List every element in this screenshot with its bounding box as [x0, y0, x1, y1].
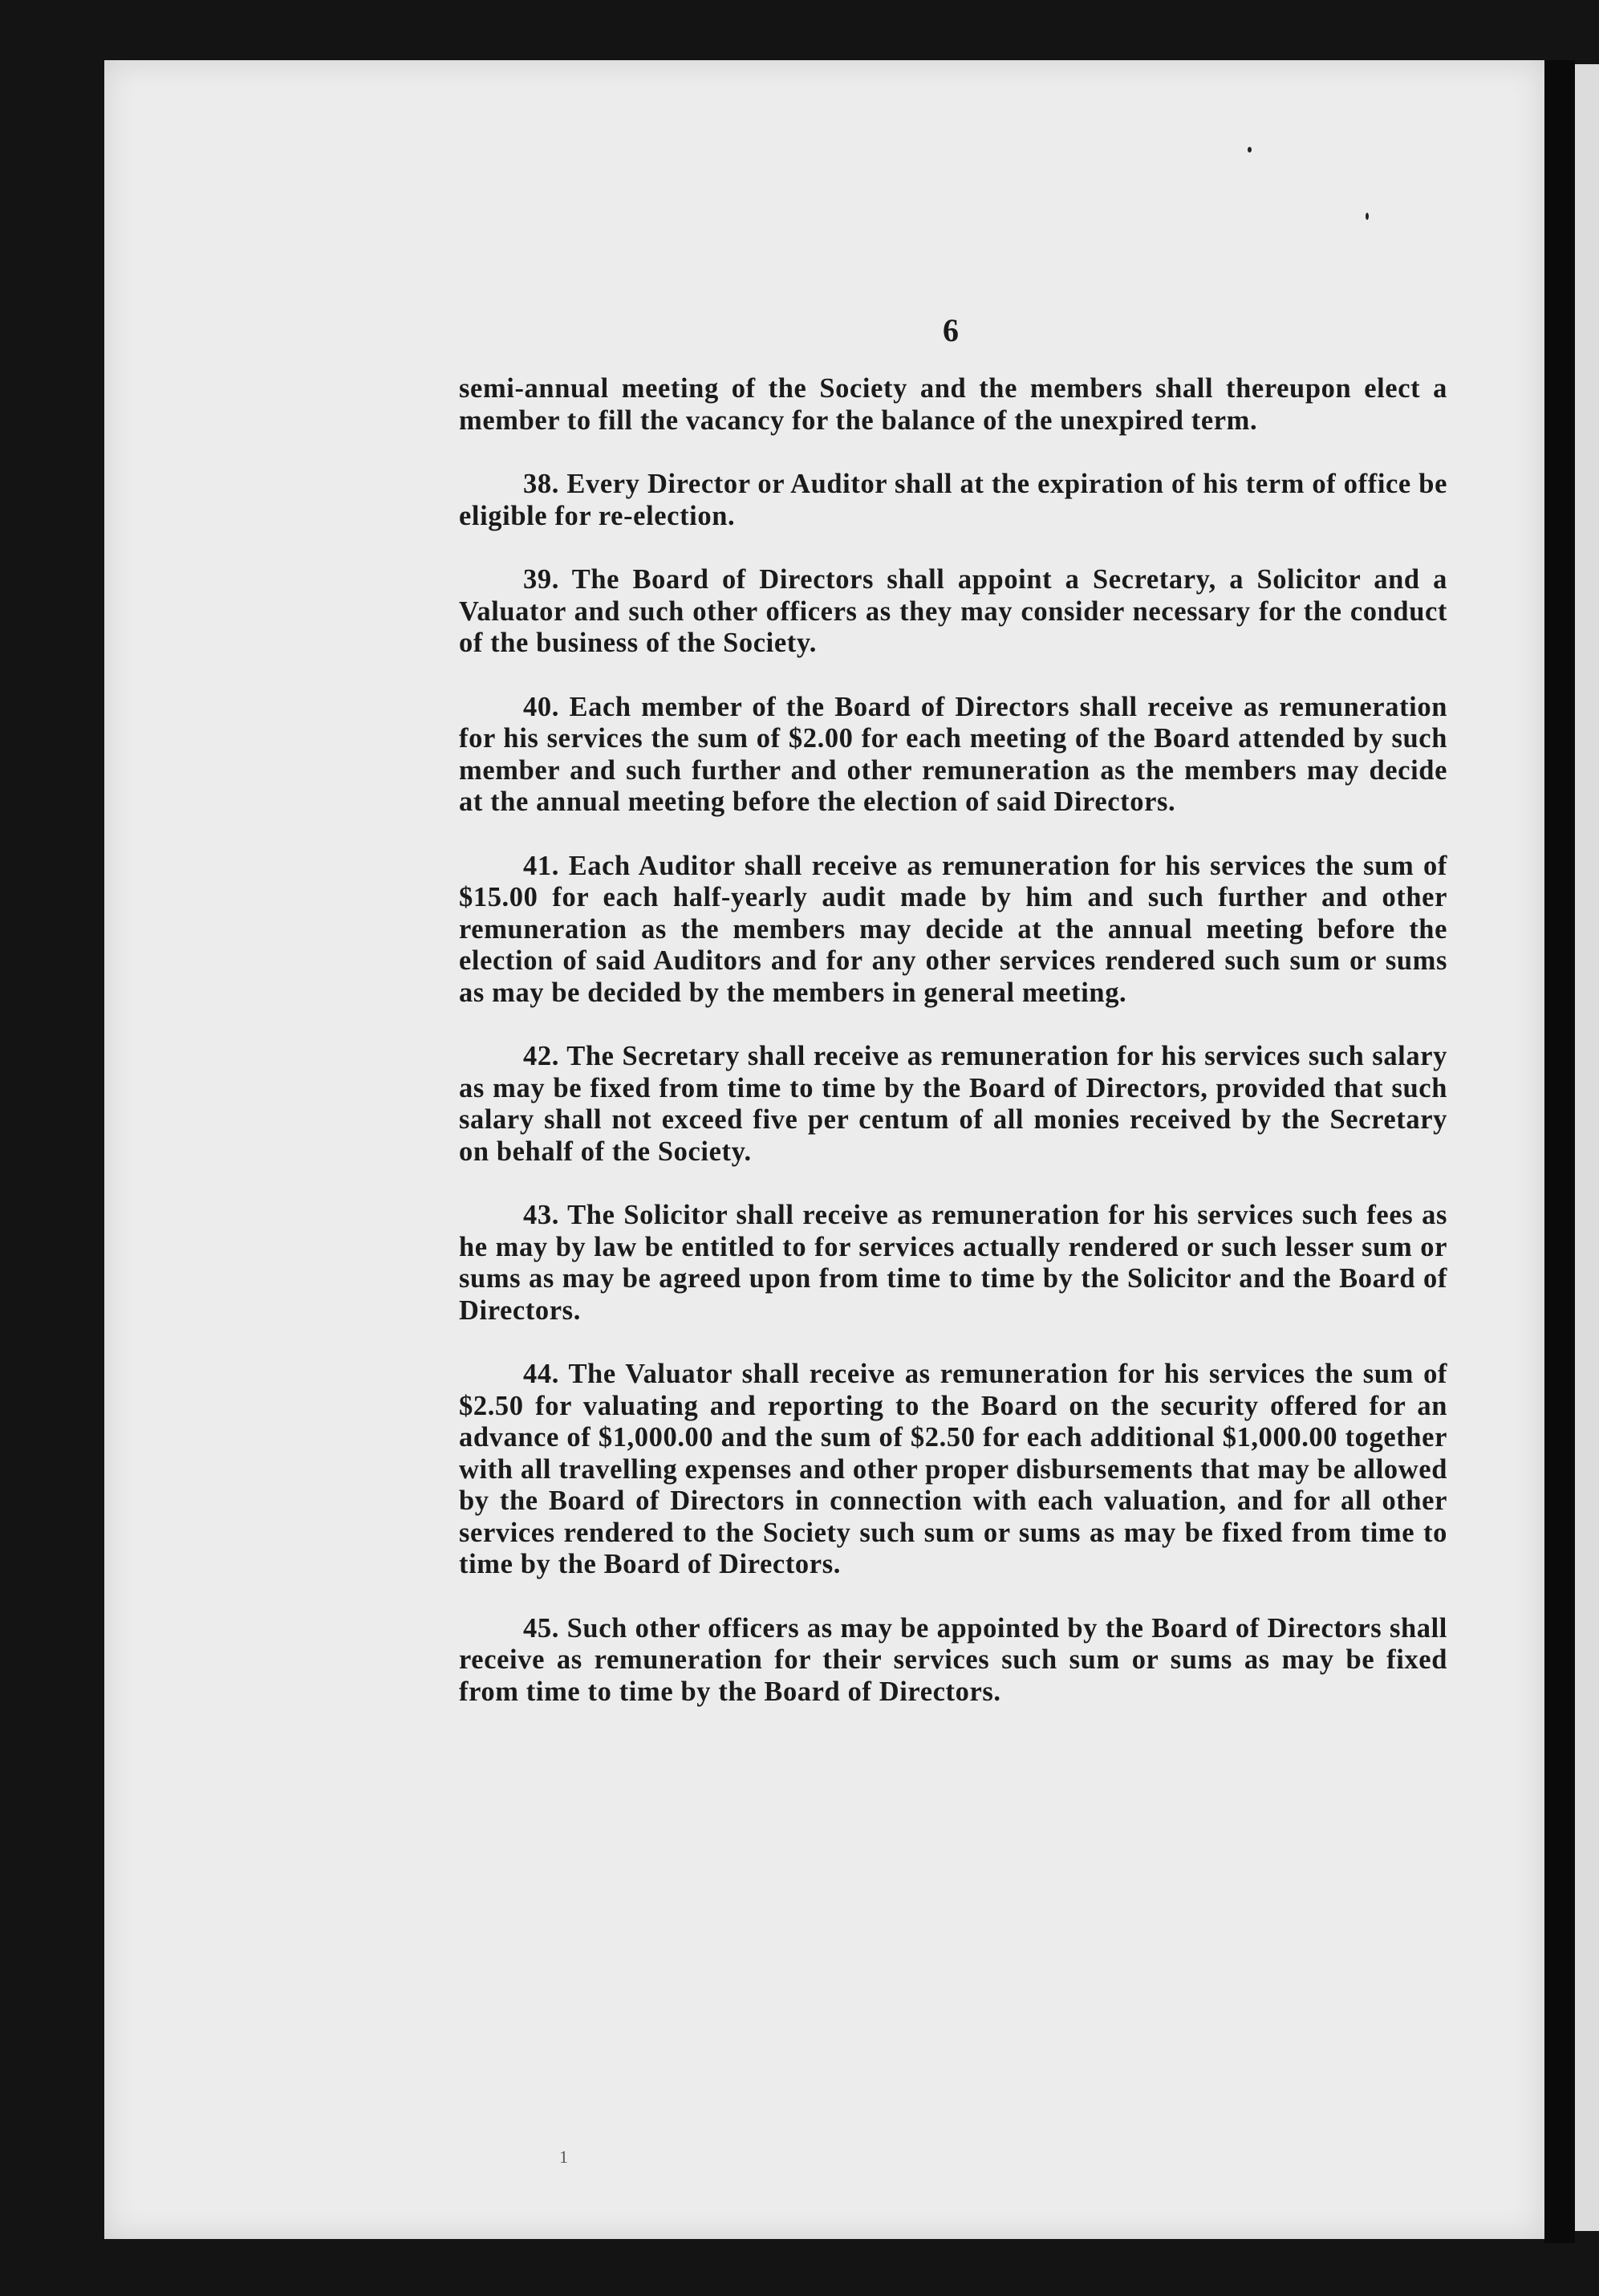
paragraph-number: 44. [523, 1359, 559, 1389]
paragraph-42 [459, 1041, 1447, 1168]
footer-mark: 1 [559, 2147, 568, 2167]
paragraph-number: 42. [523, 1041, 559, 1071]
paragraph-number: 38. [523, 469, 559, 499]
paragraph-number: 45. [523, 1612, 559, 1644]
scan-speck [1366, 213, 1369, 220]
paragraph-text: The Secretary shall receive as remuneration for his services such salary as may be fixed from time to time by the Board of Directors, provided that such salary shall not exceed five per centum of all monies received by the Secretary on behalf of the Society. [459, 1041, 1447, 1167]
paragraph-text: Each Auditor shall receive as remuneration for his services the sum of $15.00 for each half-yearly audit made by him and such further and other remuneration as the members may decide at the annual meeting before the election of said Auditors and for any other services rendered such sum or sums as may be decided by the members in general meeting. [459, 850, 1447, 1008]
paragraph-text: The Solicitor shall receive as remuneration for his services such fees as he may by law be entitled to for services actually rendered or such lesser sum or sums as may be agreed upon from time to time by the Solicitor and the Board of Directors. [459, 1200, 1447, 1326]
paragraph-number: 40. [523, 691, 559, 722]
paragraph-text: The Valuator shall receive as remuneration for his services the sum of $2.50 for valuating and reporting to the Board on the security offered for an advance of $1,000.00 and the sum of $2.50 for each additional $1,000.00 together with all travelling expenses and other proper disbursements that may be allowed by the Board of Directors in connection with each valuation, and for all other services rendered to the Society such sum or sums as may be fixed from time to time by the Board of Directors. [459, 1359, 1448, 1579]
page-number: 6 [943, 312, 959, 348]
paragraph-45 [459, 1613, 1447, 1709]
paragraph-text: The Board of Directors shall appoint a Secretary, a Solicitor and a Valuator and such other officers as they may consider necessary for the conduct of the business of the Society. [459, 564, 1447, 658]
paragraph-39 [459, 564, 1447, 660]
paragraph-number: 39. [523, 564, 559, 595]
paragraph-text: Each member of the Board of Directors shall receive as remuneration for his services the sum of $2.00 for each meeting of the Board attended by such member and such further and other remuneration as the members may decide at the annual meeting before the election of said Directors. [459, 691, 1447, 817]
paragraph-41 [459, 851, 1447, 1010]
scanner-border-right [1544, 60, 1575, 2243]
paragraph-38 [459, 469, 1447, 532]
paragraph-44 [459, 1359, 1447, 1581]
document-body [459, 373, 1447, 1740]
paragraph-number: 41. [523, 850, 559, 881]
adjacent-page-edge [1575, 64, 1599, 2231]
paragraph-text: Every Director or Auditor shall at the expiration of his term of office be eligible for re-election. [459, 469, 1447, 531]
paragraph-text: Such other officers as may be appointed by the Board of Directors shall receive as remuneration for their services such sum or sums as may be fixed from time to time by the Board of Directors. [459, 1612, 1447, 1707]
paragraph-continuation [459, 373, 1447, 437]
paragraph-40 [459, 692, 1447, 819]
scan-speck [1248, 147, 1252, 152]
paragraph-number: 43. [523, 1200, 559, 1230]
paragraph-text: semi-annual meeting of the Society and the members shall thereupon elect a member to fill the vacancy for the balance of the unexpired term. [459, 373, 1447, 436]
paragraph-43 [459, 1200, 1447, 1327]
